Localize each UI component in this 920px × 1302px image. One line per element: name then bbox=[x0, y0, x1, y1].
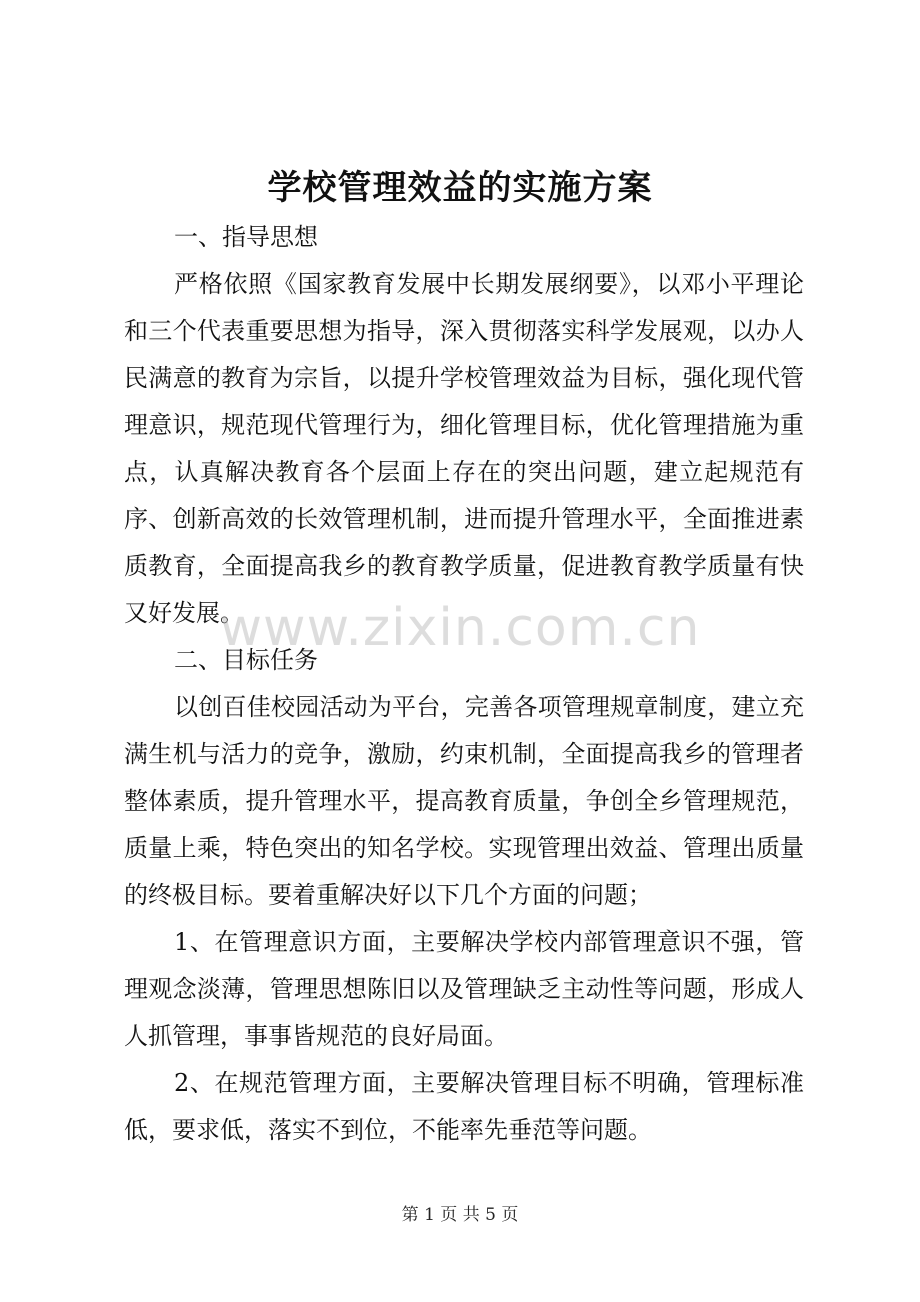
paragraph-item-1: 1、在管理意识方面，主要解决学校内部管理意识不强，管理观念淡薄，管理思想陈旧以及管理缺乏主动性等问题，形成人人抓管理，事事皆规范的良好局面。 bbox=[124, 928, 804, 1050]
paragraph-guiding-ideology: 严格依照《国家教育发展中长期发展纲要》，以邓小平理论和三个代表重要思想为指导，深入贯彻落实科学发展观，以办人民满意的教育为宗旨，以提升学校管理效益为目标，强化现代管理意识，规范现代管理行为，细化管理目标，优化管理措施为重点，认真解决教育各个层面上存在的突出问题，建立起规范有序、创新高效的长效管理机制，进而提升管理水平，全面推进素质教育，全面提高我乡的教育教学质量，促进教育教学质量有快又好发展。 bbox=[124, 270, 804, 627]
page-footer: 第 1 页 共 5 页 bbox=[401, 1205, 519, 1225]
section-heading-guiding-ideology: 一、指导思想 bbox=[174, 223, 318, 251]
document-body bbox=[124, 214, 804, 1154]
paragraph-item-2: 2、在规范管理方面，主要解决管理目标不明确，管理标准低，要求低，落实不到位，不能率先垂范等问题。 bbox=[124, 1069, 804, 1144]
section-heading-goals: 二、目标任务 bbox=[174, 646, 318, 674]
watermark: www.zixin.com.cn bbox=[219, 598, 701, 658]
document-title: 学校管理效益的实施方案 bbox=[267, 168, 653, 208]
paragraph-goals: 以创百佳校园活动为平台，完善各项管理规章制度，建立充满生机与活力的竞争，激励，约束机制，全面提高我乡的管理者整体素质，提升管理水平，提高教育质量，争创全乡管理规范，质量上乘，特色突出的知名学校。实现管理出效益、管理出质量的终极目标。要着重解决好以下几个方面的问题； bbox=[124, 693, 804, 909]
